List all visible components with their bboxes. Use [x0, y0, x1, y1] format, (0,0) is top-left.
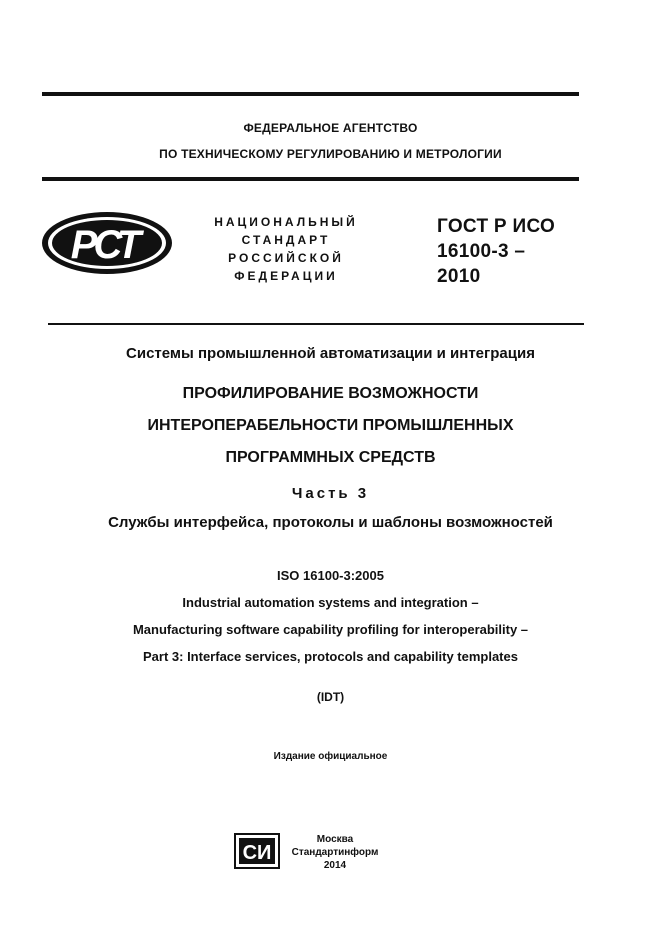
top-rule: [42, 92, 579, 96]
iso-reference: ISO 16100-3:2005: [277, 568, 384, 583]
edition-label: Издание официальное: [273, 751, 388, 762]
national-line-2: СТАНДАРТ: [241, 233, 331, 247]
idt-label: (IDT): [316, 690, 345, 704]
subtitle: Службы интерфейса, протоколы и шаблоны возможностей: [108, 514, 553, 531]
national-line-1: НАЦИОНАЛЬНЫЙ: [214, 215, 358, 229]
publisher-logo-text: СИ: [242, 842, 272, 864]
series-title: Системы промышленной автоматизации и интеграция: [126, 345, 535, 362]
standard-code-line-1: ГОСТ Р ИСО: [437, 216, 556, 237]
part-label: Часть 3: [291, 485, 370, 502]
iso-title-line-3: Part 3: Interface services, protocols and capability templates: [143, 649, 518, 664]
main-title-line-3: ПРОГРАММНЫХ СРЕДСТВ: [225, 449, 436, 466]
national-line-4: ФЕДЕРАЦИИ: [234, 269, 338, 283]
standard-code-line-3: 2010: [437, 266, 481, 287]
header-rule: [42, 177, 579, 181]
publisher-city: Москва: [316, 834, 354, 845]
standartinform-logo: [233, 832, 281, 870]
main-title-line-2: ИНТЕРОПЕРАБЕЛЬНОСТИ ПРОМЫШЛЕННЫХ: [147, 417, 514, 434]
national-line-3: РОССИЙСКОЙ: [228, 251, 344, 265]
iso-title-line-2: Manufacturing software capability profiling for interoperability –: [132, 622, 529, 637]
agency-line-1: ФЕДЕРАЛЬНОЕ АГЕНТСТВО: [243, 121, 418, 135]
gost-logo-text: РСТ: [70, 223, 138, 267]
main-title-line-1: ПРОФИЛИРОВАНИЕ ВОЗМОЖНОСТИ: [182, 385, 479, 402]
iso-title-line-1: Industrial automation systems and integration –: [182, 595, 479, 610]
title-rule: [48, 323, 584, 325]
standard-code-line-2: 16100-3 –: [437, 241, 526, 262]
gost-r-logo: [40, 210, 174, 276]
agency-line-2: ПО ТЕХНИЧЕСКОМУ РЕГУЛИРОВАНИЮ И МЕТРОЛОГИИ: [159, 147, 502, 161]
publisher-year: 2014: [323, 860, 347, 871]
publisher-name: Стандартинформ: [291, 847, 379, 858]
